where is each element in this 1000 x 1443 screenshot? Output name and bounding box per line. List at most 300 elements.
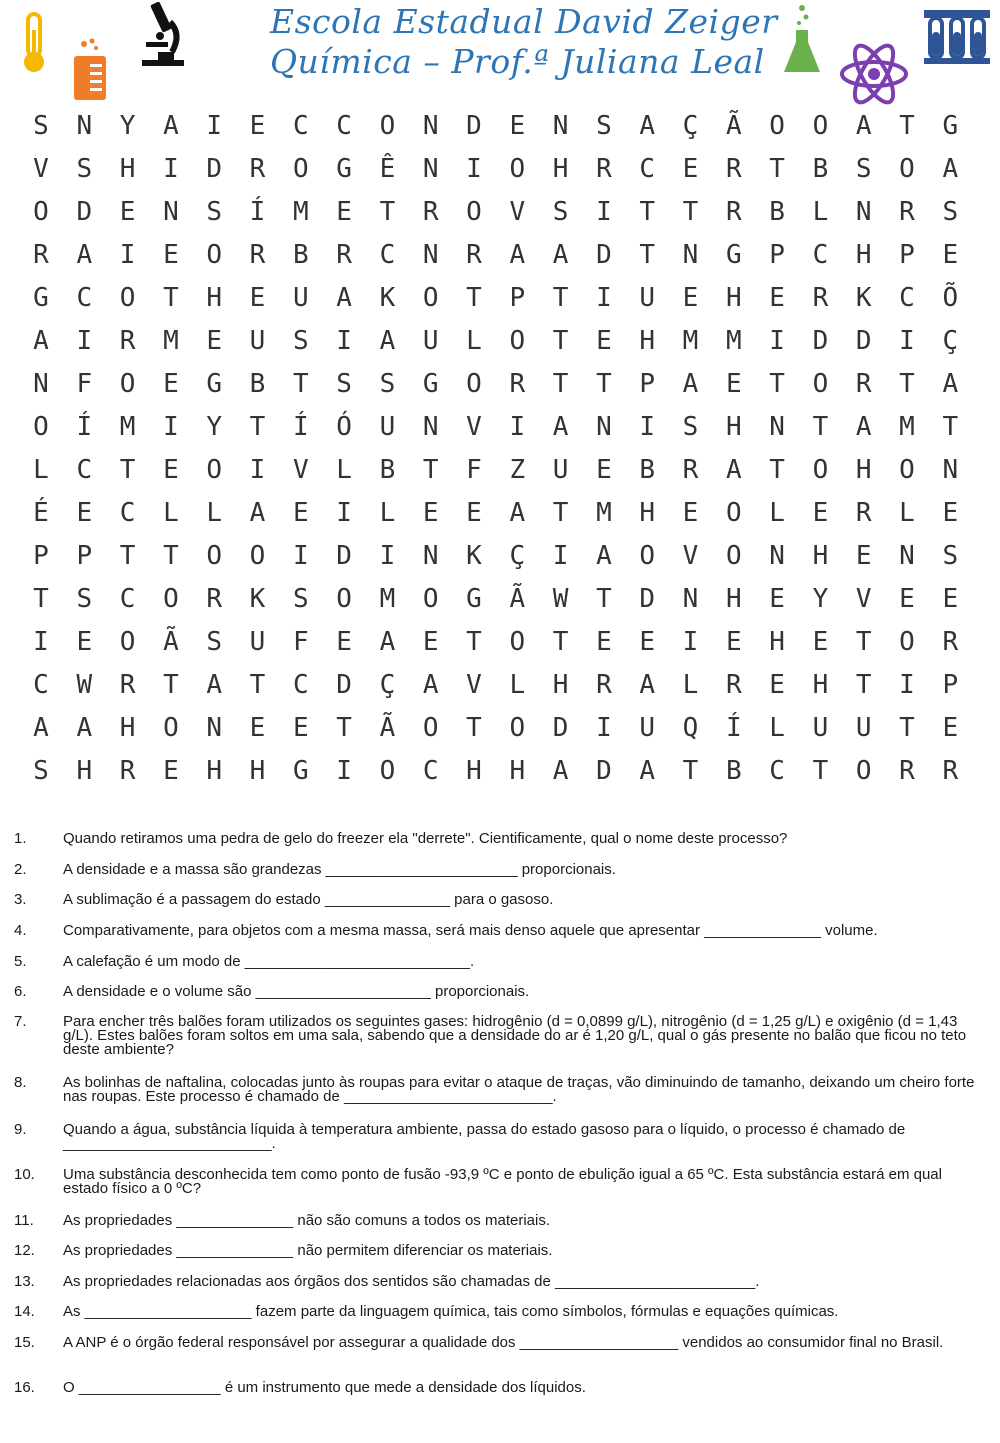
grid-letter[interactable]: T <box>119 455 136 485</box>
grid-letter[interactable]: I <box>596 713 612 743</box>
grid-letter[interactable]: V <box>466 670 482 700</box>
grid-letter[interactable]: T <box>336 713 352 743</box>
grid-letter[interactable]: T <box>552 498 569 528</box>
grid-letter[interactable]: N <box>596 412 612 442</box>
grid-letter[interactable]: C <box>292 670 309 700</box>
grid-letter[interactable]: E <box>596 455 612 485</box>
grid-letter[interactable]: E <box>812 498 829 528</box>
grid-letter[interactable]: R <box>812 283 829 313</box>
grid-letter[interactable]: M <box>725 326 742 356</box>
grid-letter[interactable]: R <box>596 670 612 700</box>
grid-letter[interactable]: E <box>163 240 179 270</box>
grid-letter[interactable]: A <box>379 627 396 657</box>
grid-letter[interactable]: A <box>552 412 569 442</box>
grid-letter[interactable]: O <box>163 584 179 614</box>
grid-letter[interactable]: S <box>596 111 612 141</box>
grid-letter[interactable]: G <box>33 283 49 313</box>
grid-letter[interactable]: A <box>509 240 526 270</box>
grid-letter[interactable]: O <box>119 283 136 313</box>
grid-letter[interactable]: D <box>552 713 569 743</box>
grid-letter[interactable]: E <box>596 627 612 657</box>
grid-letter[interactable]: E <box>942 240 959 270</box>
grid-letter[interactable]: Z <box>509 455 526 485</box>
grid-letter[interactable]: M <box>899 412 915 442</box>
grid-letter[interactable]: R <box>725 154 742 184</box>
grid-letter[interactable]: O <box>33 412 49 442</box>
grid-letter[interactable]: O <box>509 713 526 743</box>
grid-letter[interactable]: R <box>119 756 136 786</box>
grid-letter[interactable]: I <box>596 197 612 227</box>
grid-letter[interactable]: A <box>509 498 526 528</box>
grid-letter[interactable]: E <box>899 584 915 614</box>
grid-letter[interactable]: P <box>639 369 656 399</box>
grid-letter[interactable]: O <box>163 713 179 743</box>
grid-letter[interactable]: R <box>855 369 872 399</box>
grid-letter[interactable]: C <box>76 455 93 485</box>
grid-letter[interactable]: S <box>855 154 872 184</box>
grid-letter[interactable]: K <box>379 283 396 313</box>
grid-letter[interactable]: R <box>509 369 526 399</box>
grid-letter[interactable]: C <box>812 240 829 270</box>
grid-letter[interactable]: T <box>682 197 699 227</box>
grid-letter[interactable]: U <box>639 713 656 743</box>
grid-letter[interactable]: L <box>769 713 785 743</box>
grid-letter[interactable]: O <box>119 369 136 399</box>
grid-letter[interactable]: Q <box>682 713 699 743</box>
grid-letter[interactable]: T <box>422 455 439 485</box>
grid-letter[interactable]: E <box>682 498 699 528</box>
grid-letter[interactable]: G <box>725 240 742 270</box>
grid-letter[interactable]: Y <box>812 584 829 614</box>
grid-letter[interactable]: S <box>292 326 309 356</box>
grid-letter[interactable]: E <box>942 713 959 743</box>
grid-letter[interactable]: E <box>682 283 699 313</box>
grid-letter[interactable]: C <box>33 670 49 700</box>
grid-letter[interactable]: A <box>942 369 959 399</box>
grid-letter[interactable]: T <box>163 670 179 700</box>
grid-letter[interactable]: E <box>336 627 352 657</box>
grid-letter[interactable]: D <box>466 111 482 141</box>
grid-letter[interactable]: S <box>379 369 396 399</box>
grid-letter[interactable]: H <box>119 154 136 184</box>
grid-letter[interactable]: D <box>639 584 656 614</box>
grid-letter[interactable]: H <box>639 498 656 528</box>
grid-letter[interactable]: D <box>596 756 612 786</box>
grid-letter[interactable]: O <box>422 584 439 614</box>
grid-letter[interactable]: H <box>119 713 136 743</box>
grid-letter[interactable]: T <box>769 369 785 399</box>
grid-letter[interactable]: U <box>639 283 656 313</box>
grid-letter[interactable]: A <box>33 326 49 356</box>
grid-letter[interactable]: I <box>336 326 352 356</box>
grid-letter[interactable]: O <box>812 455 829 485</box>
grid-letter[interactable]: O <box>466 369 482 399</box>
grid-letter[interactable]: E <box>76 627 93 657</box>
grid-letter[interactable]: L <box>163 498 179 528</box>
grid-letter[interactable]: C <box>639 154 656 184</box>
grid-letter[interactable]: S <box>206 627 223 657</box>
grid-letter[interactable]: E <box>336 197 352 227</box>
grid-letter[interactable]: B <box>249 369 266 399</box>
grid-letter[interactable]: O <box>899 455 915 485</box>
grid-letter[interactable]: E <box>76 498 93 528</box>
grid-letter[interactable]: G <box>466 584 482 614</box>
grid-letter[interactable]: D <box>855 326 872 356</box>
grid-letter[interactable]: I <box>206 111 223 141</box>
grid-letter[interactable]: T <box>899 111 915 141</box>
grid-letter[interactable]: E <box>163 369 179 399</box>
grid-letter[interactable]: O <box>33 197 49 227</box>
grid-letter[interactable]: T <box>812 756 829 786</box>
grid-letter[interactable]: I <box>552 541 569 571</box>
grid-letter[interactable]: T <box>466 713 482 743</box>
grid-letter[interactable]: E <box>942 498 959 528</box>
grid-letter[interactable]: I <box>33 627 49 657</box>
grid-letter[interactable]: R <box>855 498 872 528</box>
grid-letter[interactable]: F <box>466 455 482 485</box>
grid-letter[interactable]: B <box>379 455 396 485</box>
grid-letter[interactable]: P <box>509 283 526 313</box>
grid-letter[interactable]: A <box>725 455 742 485</box>
grid-letter[interactable]: N <box>33 369 49 399</box>
grid-letter[interactable]: E <box>725 369 742 399</box>
grid-letter[interactable]: O <box>812 369 829 399</box>
grid-letter[interactable]: I <box>336 498 352 528</box>
grid-letter[interactable]: T <box>899 369 915 399</box>
grid-letter[interactable]: D <box>206 154 223 184</box>
grid-letter[interactable]: O <box>899 627 915 657</box>
grid-letter[interactable]: V <box>509 197 526 227</box>
grid-letter[interactable]: M <box>292 197 309 227</box>
grid-letter[interactable]: E <box>639 627 656 657</box>
grid-letter[interactable]: L <box>769 498 785 528</box>
grid-letter[interactable]: T <box>596 369 612 399</box>
grid-letter[interactable]: V <box>33 154 49 184</box>
grid-letter[interactable]: Ç <box>509 541 526 571</box>
grid-letter[interactable]: G <box>292 756 309 786</box>
grid-letter[interactable]: O <box>292 154 309 184</box>
grid-letter[interactable]: N <box>422 111 439 141</box>
grid-letter[interactable]: A <box>855 111 872 141</box>
grid-letter[interactable]: N <box>422 240 439 270</box>
grid-letter[interactable]: P <box>76 541 93 571</box>
grid-letter[interactable]: R <box>206 584 223 614</box>
grid-letter[interactable]: L <box>682 670 699 700</box>
grid-letter[interactable]: S <box>76 154 93 184</box>
grid-letter[interactable]: A <box>855 412 872 442</box>
grid-letter[interactable]: O <box>769 111 785 141</box>
grid-letter[interactable]: E <box>249 111 266 141</box>
grid-letter[interactable]: O <box>855 756 872 786</box>
grid-letter[interactable]: G <box>422 369 439 399</box>
grid-letter[interactable]: N <box>855 197 872 227</box>
grid-letter[interactable]: H <box>76 756 93 786</box>
grid-letter[interactable]: A <box>422 670 439 700</box>
grid-letter[interactable]: L <box>899 498 915 528</box>
grid-letter[interactable]: E <box>725 627 742 657</box>
grid-letter[interactable]: H <box>725 584 742 614</box>
grid-letter[interactable]: N <box>552 111 569 141</box>
grid-letter[interactable]: S <box>336 369 352 399</box>
grid-letter[interactable]: R <box>466 240 482 270</box>
grid-letter[interactable]: E <box>163 756 179 786</box>
grid-letter[interactable]: Y <box>119 111 136 141</box>
grid-letter[interactable]: M <box>379 584 396 614</box>
grid-letter[interactable]: L <box>206 498 223 528</box>
grid-letter[interactable]: N <box>163 197 179 227</box>
grid-letter[interactable]: N <box>76 111 93 141</box>
grid-letter[interactable]: H <box>509 756 526 786</box>
grid-letter[interactable]: A <box>552 756 569 786</box>
grid-letter[interactable]: S <box>206 197 223 227</box>
grid-letter[interactable]: D <box>76 197 93 227</box>
grid-letter[interactable]: D <box>596 240 612 270</box>
grid-letter[interactable]: H <box>552 670 569 700</box>
grid-letter[interactable]: T <box>769 455 785 485</box>
grid-letter[interactable]: D <box>336 670 352 700</box>
grid-letter[interactable]: M <box>163 326 179 356</box>
grid-letter[interactable]: I <box>899 326 915 356</box>
grid-letter[interactable]: U <box>292 283 309 313</box>
grid-letter[interactable]: T <box>249 412 266 442</box>
grid-letter[interactable]: N <box>899 541 915 571</box>
grid-letter[interactable]: W <box>76 670 93 700</box>
grid-letter[interactable]: S <box>76 584 93 614</box>
grid-letter[interactable]: F <box>76 369 93 399</box>
grid-letter[interactable]: Í <box>249 197 266 227</box>
grid-letter[interactable]: O <box>466 197 482 227</box>
grid-letter[interactable]: S <box>33 756 49 786</box>
grid-letter[interactable]: C <box>76 283 93 313</box>
grid-letter[interactable]: O <box>639 541 656 571</box>
grid-letter[interactable]: R <box>249 240 266 270</box>
grid-letter[interactable]: L <box>336 455 352 485</box>
grid-letter[interactable]: R <box>682 455 699 485</box>
grid-letter[interactable]: H <box>206 283 223 313</box>
grid-letter[interactable]: O <box>206 541 223 571</box>
grid-letter[interactable]: T <box>119 541 136 571</box>
grid-letter[interactable]: T <box>855 670 872 700</box>
grid-letter[interactable]: E <box>163 455 179 485</box>
grid-letter[interactable]: S <box>292 584 309 614</box>
grid-letter[interactable]: O <box>119 627 136 657</box>
grid-letter[interactable]: H <box>249 756 266 786</box>
grid-letter[interactable]: U <box>422 326 439 356</box>
grid-letter[interactable]: C <box>336 111 352 141</box>
grid-letter[interactable]: O <box>379 111 396 141</box>
grid-letter[interactable]: Ç <box>379 670 396 700</box>
grid-letter[interactable]: O <box>422 713 439 743</box>
grid-letter[interactable]: E <box>812 627 829 657</box>
grid-letter[interactable]: R <box>942 756 959 786</box>
grid-letter[interactable]: T <box>682 756 699 786</box>
grid-letter[interactable]: O <box>899 154 915 184</box>
grid-letter[interactable]: C <box>769 756 785 786</box>
grid-letter[interactable]: R <box>596 154 612 184</box>
grid-letter[interactable]: O <box>422 283 439 313</box>
grid-letter[interactable]: O <box>509 627 526 657</box>
grid-letter[interactable]: U <box>552 455 569 485</box>
grid-letter[interactable]: A <box>552 240 569 270</box>
grid-letter[interactable]: C <box>422 756 439 786</box>
grid-letter[interactable]: S <box>682 412 699 442</box>
grid-letter[interactable]: S <box>33 111 49 141</box>
grid-letter[interactable]: I <box>76 326 93 356</box>
grid-letter[interactable]: Ç <box>682 111 699 141</box>
grid-letter[interactable]: E <box>422 498 439 528</box>
grid-letter[interactable]: V <box>855 584 872 614</box>
grid-letter[interactable]: I <box>466 154 482 184</box>
grid-letter[interactable]: T <box>552 283 569 313</box>
grid-letter[interactable]: T <box>163 283 179 313</box>
grid-letter[interactable]: B <box>639 455 656 485</box>
grid-letter[interactable]: O <box>509 154 526 184</box>
grid-letter[interactable]: C <box>292 111 309 141</box>
grid-letter[interactable]: H <box>855 240 872 270</box>
grid-letter[interactable]: L <box>509 670 526 700</box>
grid-letter[interactable]: O <box>249 541 266 571</box>
grid-letter[interactable]: C <box>379 240 396 270</box>
grid-letter[interactable]: A <box>639 111 656 141</box>
grid-letter[interactable]: E <box>769 670 785 700</box>
grid-letter[interactable]: L <box>466 326 482 356</box>
grid-letter[interactable]: R <box>249 154 266 184</box>
grid-letter[interactable]: I <box>509 412 526 442</box>
grid-letter[interactable]: R <box>422 197 439 227</box>
grid-letter[interactable]: P <box>899 240 915 270</box>
grid-letter[interactable]: M <box>119 412 136 442</box>
grid-letter[interactable]: P <box>33 541 49 571</box>
grid-letter[interactable]: R <box>725 197 742 227</box>
grid-letter[interactable]: Y <box>206 412 223 442</box>
grid-letter[interactable]: W <box>552 584 569 614</box>
grid-letter[interactable]: Ã <box>509 584 526 614</box>
grid-letter[interactable]: V <box>292 455 309 485</box>
grid-letter[interactable]: K <box>855 283 872 313</box>
grid-letter[interactable]: B <box>292 240 309 270</box>
grid-letter[interactable]: E <box>206 326 223 356</box>
grid-letter[interactable]: H <box>639 326 656 356</box>
grid-letter[interactable]: T <box>33 584 49 614</box>
grid-letter[interactable]: A <box>639 756 656 786</box>
grid-letter[interactable]: D <box>812 326 829 356</box>
grid-letter[interactable]: Í <box>725 713 742 743</box>
grid-letter[interactable]: E <box>682 154 699 184</box>
grid-letter[interactable]: T <box>163 541 179 571</box>
grid-letter[interactable]: I <box>379 541 396 571</box>
grid-letter[interactable]: S <box>942 197 959 227</box>
grid-letter[interactable]: T <box>552 627 569 657</box>
grid-letter[interactable]: H <box>725 412 742 442</box>
grid-letter[interactable]: N <box>422 541 439 571</box>
grid-letter[interactable]: A <box>336 283 352 313</box>
grid-letter[interactable]: H <box>466 756 482 786</box>
grid-letter[interactable]: H <box>725 283 742 313</box>
grid-letter[interactable]: H <box>812 541 829 571</box>
grid-letter[interactable]: L <box>812 197 829 227</box>
grid-letter[interactable]: U <box>855 713 872 743</box>
grid-letter[interactable]: A <box>76 240 93 270</box>
grid-letter[interactable]: M <box>596 498 612 528</box>
grid-letter[interactable]: T <box>249 670 266 700</box>
grid-letter[interactable]: A <box>942 154 959 184</box>
grid-letter[interactable]: B <box>812 154 829 184</box>
grid-letter[interactable]: R <box>336 240 352 270</box>
grid-letter[interactable]: A <box>682 369 699 399</box>
grid-letter[interactable]: A <box>206 670 223 700</box>
grid-letter[interactable]: A <box>379 326 396 356</box>
grid-letter[interactable]: N <box>769 412 785 442</box>
grid-letter[interactable]: I <box>769 326 785 356</box>
grid-letter[interactable]: E <box>855 541 872 571</box>
grid-letter[interactable]: C <box>119 498 136 528</box>
grid-letter[interactable]: H <box>552 154 569 184</box>
grid-letter[interactable]: A <box>33 713 49 743</box>
grid-letter[interactable]: M <box>682 326 699 356</box>
grid-letter[interactable]: T <box>769 154 785 184</box>
grid-letter[interactable]: U <box>249 326 266 356</box>
grid-letter[interactable]: I <box>899 670 915 700</box>
grid-letter[interactable]: Í <box>292 412 309 442</box>
grid-letter[interactable]: T <box>466 627 482 657</box>
grid-letter[interactable]: N <box>206 713 223 743</box>
grid-letter[interactable]: E <box>292 713 309 743</box>
grid-letter[interactable]: S <box>552 197 569 227</box>
grid-letter[interactable]: T <box>942 412 959 442</box>
grid-letter[interactable]: E <box>769 584 785 614</box>
grid-letter[interactable]: I <box>249 455 266 485</box>
grid-letter[interactable]: O <box>379 756 396 786</box>
grid-letter[interactable]: P <box>942 670 959 700</box>
grid-letter[interactable]: Ç <box>942 326 959 356</box>
grid-letter[interactable]: H <box>769 627 785 657</box>
grid-letter[interactable]: V <box>466 412 482 442</box>
grid-letter[interactable]: U <box>249 627 266 657</box>
grid-letter[interactable]: R <box>899 197 915 227</box>
grid-letter[interactable]: I <box>119 240 136 270</box>
grid-letter[interactable]: R <box>899 756 915 786</box>
grid-letter[interactable]: I <box>292 541 309 571</box>
grid-letter[interactable]: H <box>206 756 223 786</box>
grid-letter[interactable]: U <box>812 713 829 743</box>
grid-letter[interactable]: B <box>725 756 742 786</box>
grid-letter[interactable]: T <box>639 197 656 227</box>
grid-letter[interactable]: É <box>33 498 49 528</box>
grid-letter[interactable]: G <box>942 111 959 141</box>
grid-letter[interactable]: Ã <box>379 713 396 743</box>
grid-letter[interactable]: A <box>596 541 612 571</box>
grid-letter[interactable]: R <box>942 627 959 657</box>
grid-letter[interactable]: T <box>596 584 612 614</box>
grid-letter[interactable]: I <box>596 283 612 313</box>
grid-letter[interactable]: O <box>509 326 526 356</box>
grid-letter[interactable]: T <box>855 627 872 657</box>
grid-letter[interactable]: N <box>682 240 699 270</box>
grid-letter[interactable]: F <box>292 627 309 657</box>
grid-letter[interactable]: D <box>336 541 352 571</box>
grid-letter[interactable]: P <box>769 240 785 270</box>
grid-letter[interactable]: E <box>422 627 439 657</box>
grid-letter[interactable]: T <box>639 240 656 270</box>
grid-letter[interactable]: B <box>769 197 785 227</box>
grid-letter[interactable]: A <box>639 670 656 700</box>
grid-letter[interactable]: V <box>682 541 699 571</box>
grid-letter[interactable]: Ã <box>725 111 742 141</box>
grid-letter[interactable]: R <box>119 670 136 700</box>
grid-letter[interactable]: T <box>899 713 915 743</box>
grid-letter[interactable]: O <box>812 111 829 141</box>
grid-letter[interactable]: K <box>466 541 482 571</box>
